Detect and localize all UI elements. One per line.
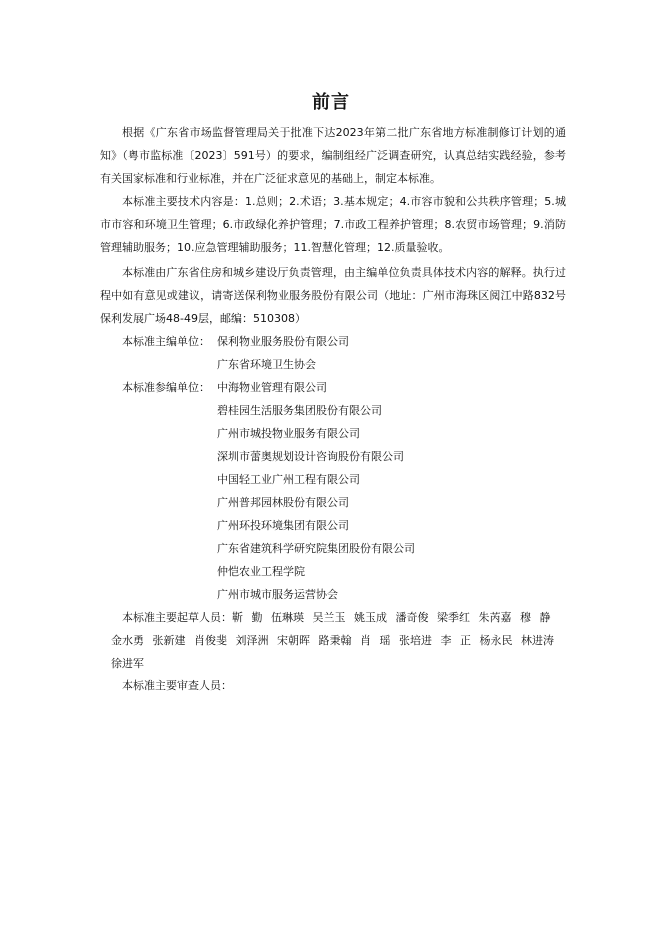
paragraph-technical-content: 本标准主要技术内容是：1.总则；2.术语；3.基本规定；4.市容市貌和公共秩序管理；5.城市市容和环境卫生管理；6.市政绿化养护管理；7.市政工程养护管理；8.农贸市场管理；9.消防管理辅助服务；10.应急管理辅助服务；11.智慧化管理；12.质量验收。 (100, 195, 566, 254)
chief-unit: 保利物业服务股份有限公司 (217, 335, 349, 348)
participant-unit-row (122, 422, 415, 445)
drafters-paragraph: 本标准主要起草人员：靳 勤 伍琳瑛 吴兰玉 姚玉成 潘奇俊 梁季红 朱芮嘉 穆 静 金水勇 张新建 肖俊斐 刘泽洲 宋朝晖 路秉翰 肖 瑶 张培进 李 正 杨永民 林进涛 徐进军 (111, 611, 554, 670)
participant-unit: 广州市城投物业服务有限公司 (217, 427, 360, 440)
chief-unit-row (122, 353, 349, 376)
participant-unit-row (122, 583, 415, 606)
paragraph-management: 本标准由广东省住房和城乡建设厅负责管理，由主编单位负责具体技术内容的解释。执行过程中如有意见或建议，请寄送保利物业服务股份有限公司（地址：广州市海珠区阅江中路832号保利发展广场48-49层，邮编：510308） (100, 266, 566, 325)
participant-unit: 仲恺农业工程学院 (217, 565, 305, 578)
participant-unit-row (122, 445, 415, 468)
participant-unit: 中国轻工业广州工程有限公司 (217, 473, 360, 486)
participant-unit: 广州市城市服务运营协会 (217, 588, 338, 601)
participant-unit-row (122, 560, 415, 583)
participant-unit-row (122, 376, 415, 399)
paragraph-basis: 根据《广东省市场监督管理局关于批准下达2023年第二批广东省地方标准制修订计划的通知》（粤市监标准〔2023〕591号）的要求，编制组经广泛调查研究，认真总结实践经验，参考有关国家标准和行业标准，并在广泛征求意见的基础上，制定本标准。 (100, 126, 566, 185)
participant-unit-row (122, 399, 415, 422)
participant-unit: 广东省建筑科学研究院集团股份有限公司 (217, 542, 415, 555)
chief-unit: 广东省环境卫生协会 (217, 358, 316, 371)
chief-unit-row (122, 330, 349, 353)
participant-units-block (122, 376, 415, 606)
reviewers-line: 本标准主要审查人员： (122, 679, 232, 692)
participant-unit: 广州普邦园林股份有限公司 (217, 496, 349, 509)
participant-units-label: 本标准参编单位： (122, 381, 210, 394)
participant-unit-row (122, 491, 415, 514)
page-title: 前言 (312, 92, 350, 113)
participant-unit: 碧桂园生活服务集团股份有限公司 (217, 404, 382, 417)
participant-unit: 中海物业管理有限公司 (217, 381, 327, 394)
participant-unit: 深圳市蕾奥规划设计咨询股份有限公司 (217, 450, 404, 463)
chief-units-block (122, 330, 349, 376)
participant-unit-row (122, 468, 415, 491)
participant-unit-row (122, 537, 415, 560)
participant-unit-row (122, 514, 415, 537)
chief-units-label: 本标准主编单位： (122, 335, 210, 348)
participant-unit: 广州环投环境集团有限公司 (217, 519, 349, 532)
